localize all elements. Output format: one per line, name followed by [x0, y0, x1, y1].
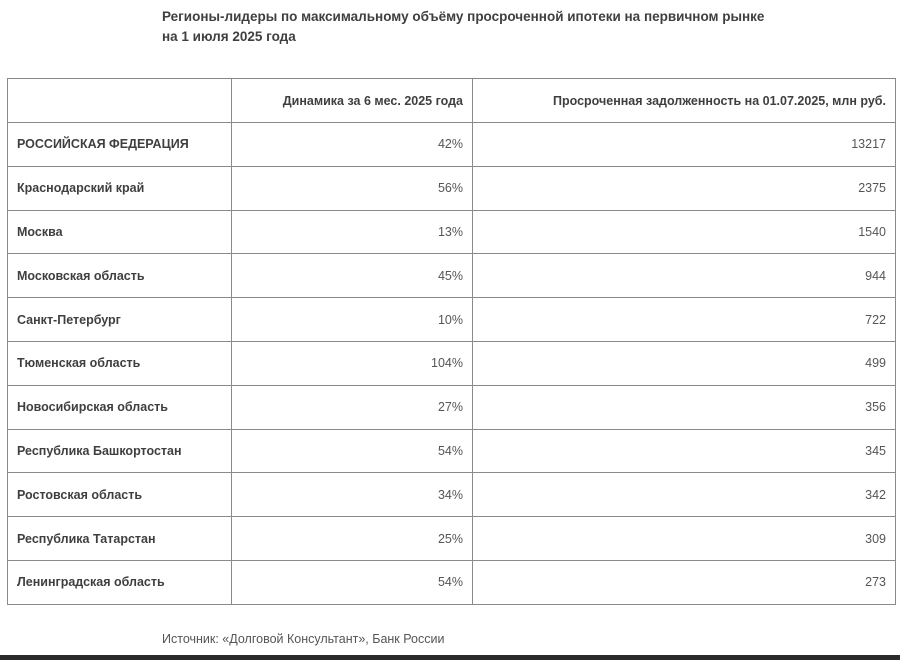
- table-title: Регионы-лидеры по максимальному объёму просроченной ипотеки на первичном рынке на 1 июля 2025 года: [162, 9, 765, 44]
- region-cell: Новосибирская область: [8, 385, 232, 429]
- table-row: [8, 298, 896, 342]
- data-table: [7, 78, 896, 605]
- debt-cell: 1540: [473, 210, 896, 254]
- dynamics-cell: 25%: [232, 517, 473, 561]
- debt-cell: 273: [473, 560, 896, 604]
- table-row: [8, 429, 896, 473]
- table-row: [8, 254, 896, 298]
- region-cell: Республика Башкортостан: [8, 429, 232, 473]
- table-row: [8, 560, 896, 604]
- debt-cell: 342: [473, 473, 896, 517]
- dynamics-cell: 104%: [232, 341, 473, 385]
- region-cell: Ростовская область: [8, 473, 232, 517]
- source-note: Источник: «Долговой Консультант», Банк России: [162, 632, 445, 646]
- region-cell: Санкт-Петербург: [8, 298, 232, 342]
- bottom-bar: [0, 655, 900, 660]
- dynamics-cell: 56%: [232, 166, 473, 210]
- table-row: [8, 166, 896, 210]
- debt-cell: 944: [473, 254, 896, 298]
- debt-cell: 722: [473, 298, 896, 342]
- region-cell: Тюменская область: [8, 341, 232, 385]
- debt-cell: 309: [473, 517, 896, 561]
- header-region: [8, 79, 232, 123]
- dynamics-cell: 10%: [232, 298, 473, 342]
- debt-cell: 345: [473, 429, 896, 473]
- table-row: [8, 210, 896, 254]
- dynamics-cell: 34%: [232, 473, 473, 517]
- table-row: [8, 385, 896, 429]
- region-cell: РОССИЙСКАЯ ФЕДЕРАЦИЯ: [8, 123, 232, 167]
- dynamics-cell: 45%: [232, 254, 473, 298]
- table-row: [8, 517, 896, 561]
- region-cell: Московская область: [8, 254, 232, 298]
- debt-cell: 13217: [473, 123, 896, 167]
- table-row: [8, 123, 896, 167]
- debt-cell: 356: [473, 385, 896, 429]
- region-cell: Республика Татарстан: [8, 517, 232, 561]
- header-dynamics: Динамика за 6 мес. 2025 года: [232, 79, 473, 123]
- region-cell: Москва: [8, 210, 232, 254]
- debt-cell: 2375: [473, 166, 896, 210]
- header-debt: Просроченная задолженность на 01.07.2025, млн руб.: [473, 79, 896, 123]
- region-cell: Ленинградская область: [8, 560, 232, 604]
- table-header-row: [8, 79, 896, 123]
- region-cell: Краснодарский край: [8, 166, 232, 210]
- table-row: [8, 473, 896, 517]
- dynamics-cell: 27%: [232, 385, 473, 429]
- dynamics-cell: 13%: [232, 210, 473, 254]
- dynamics-cell: 42%: [232, 123, 473, 167]
- dynamics-cell: 54%: [232, 560, 473, 604]
- dynamics-cell: 54%: [232, 429, 473, 473]
- debt-cell: 499: [473, 341, 896, 385]
- table-row: [8, 341, 896, 385]
